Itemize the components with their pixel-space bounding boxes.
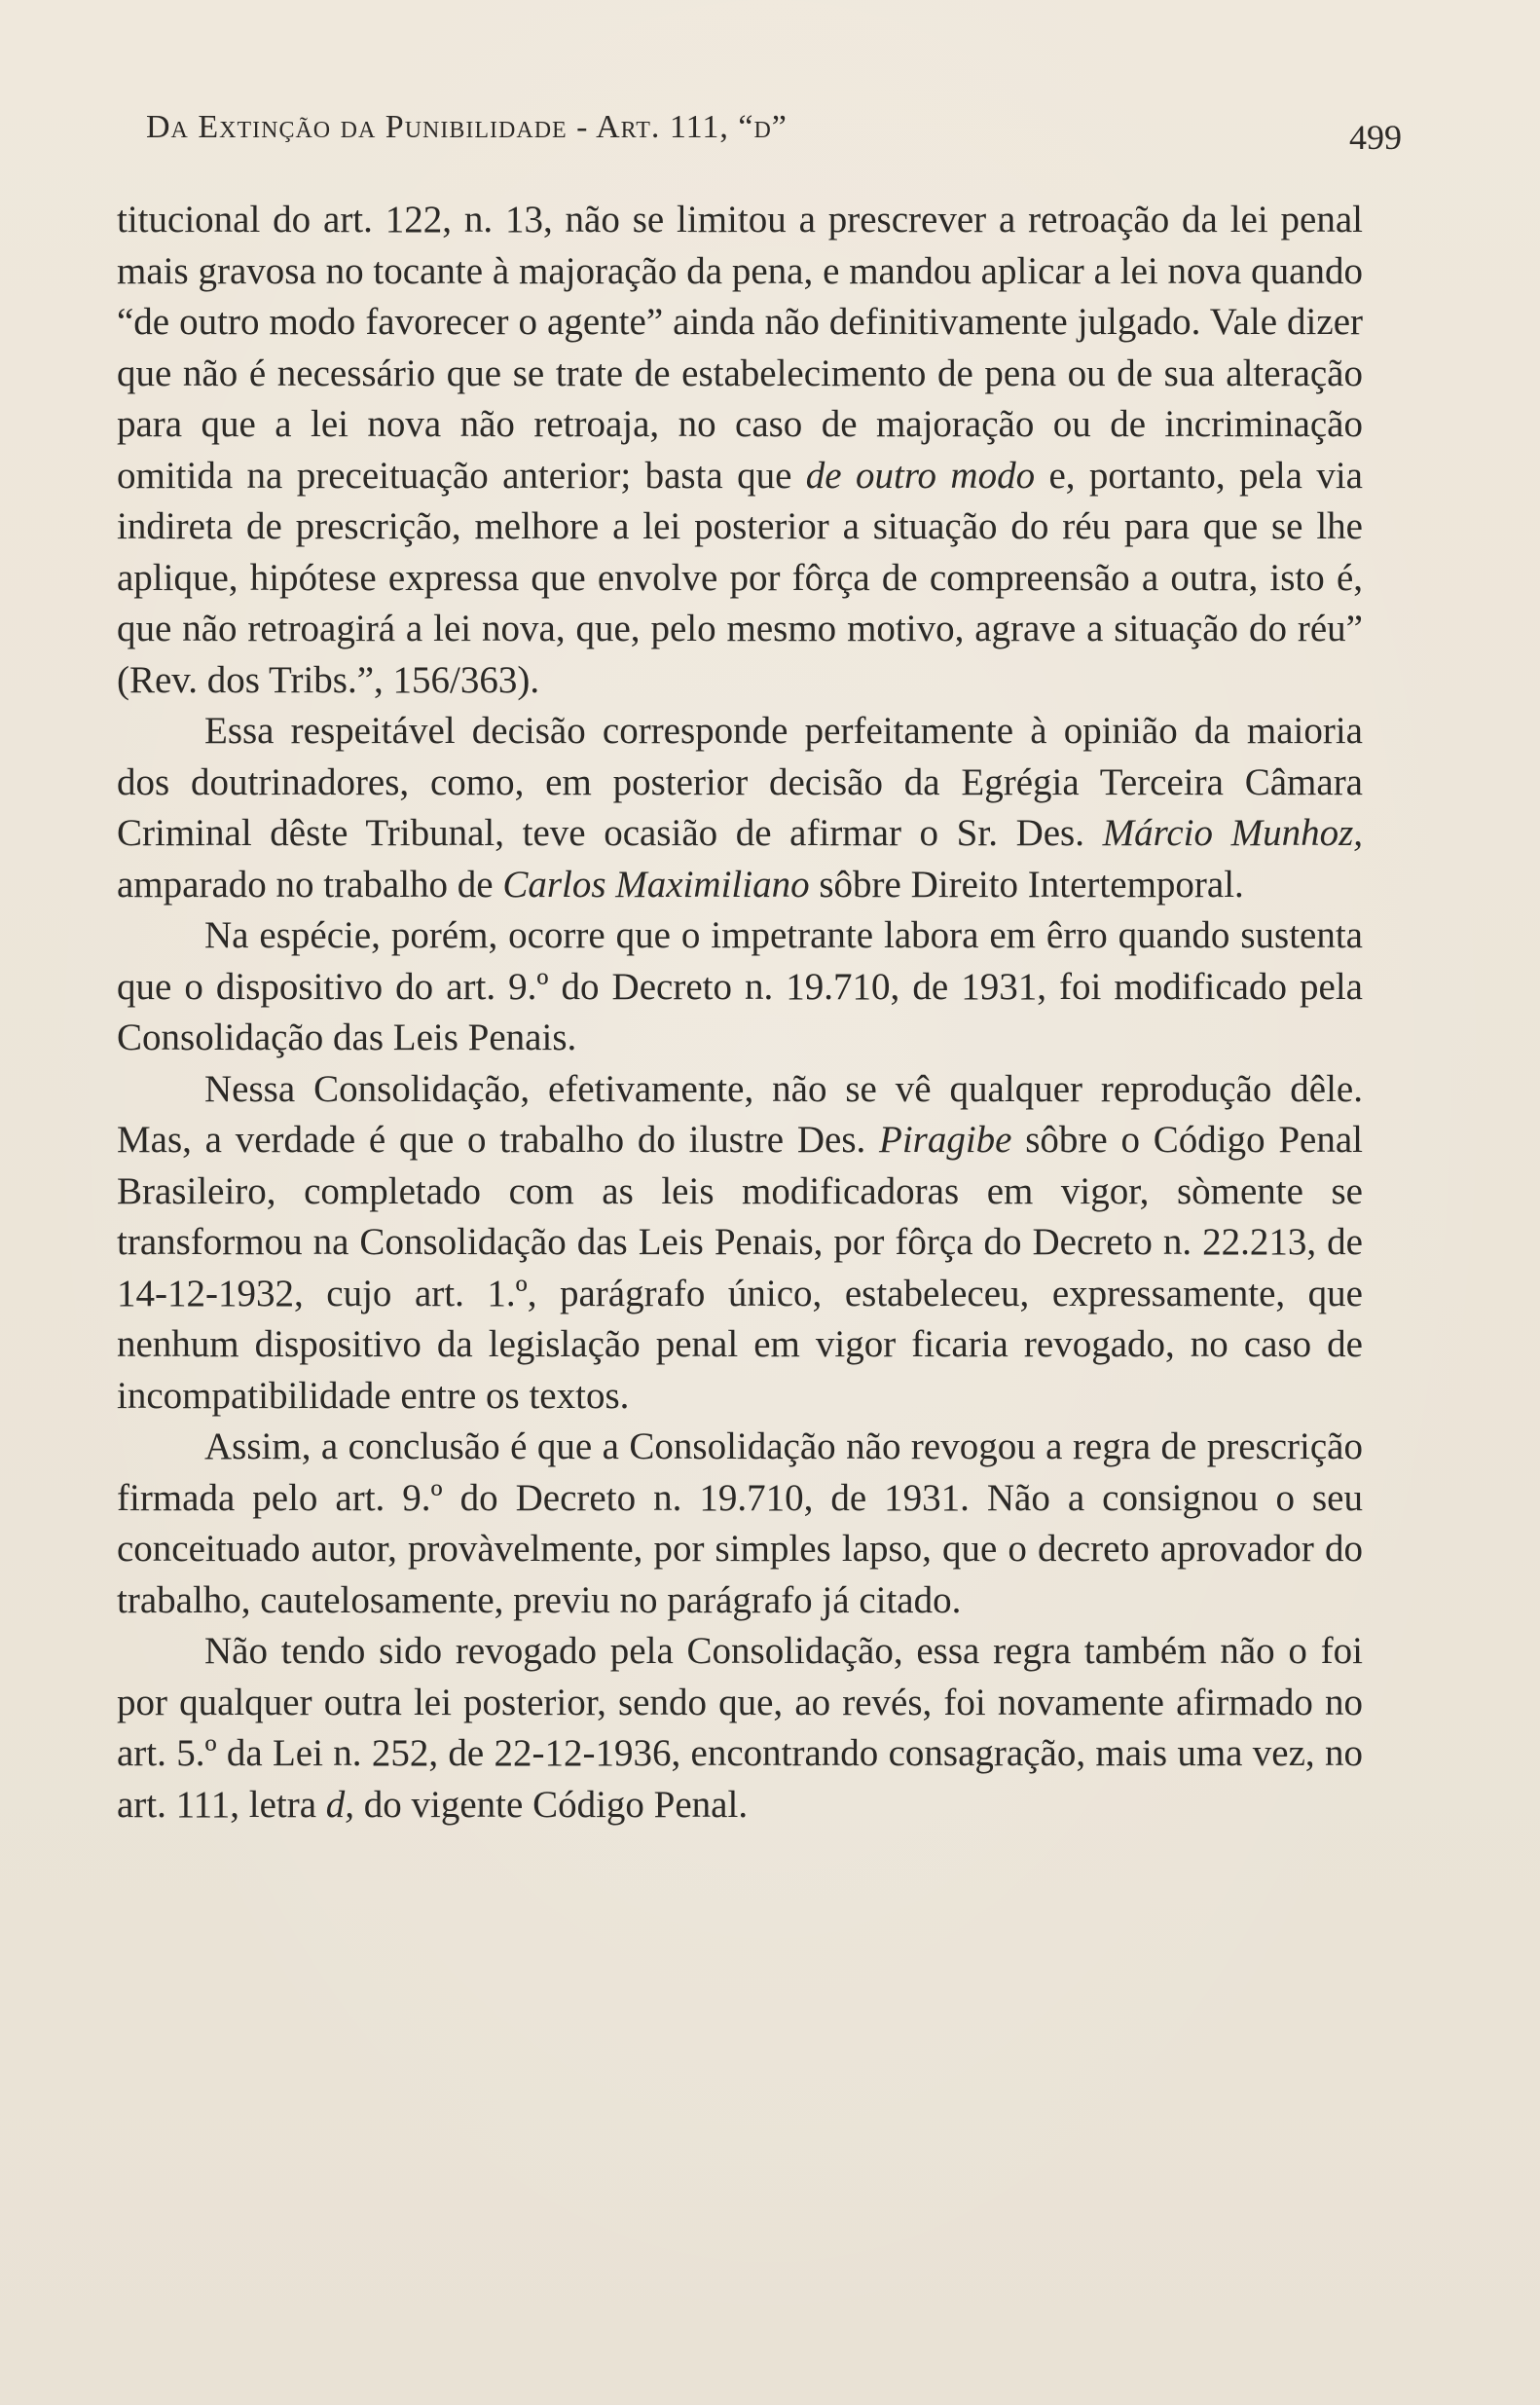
paragraph [117,1626,1363,1831]
page-header [146,97,1412,156]
italic-text: Carlos Maximiliano [502,863,810,906]
text-run: sôbre Direito Intertemporal. [809,863,1244,906]
italic-text: de outro modo [805,454,1036,497]
running-head: Da Extinção da Punibilidade - Art. 111, “d” [146,109,788,145]
text-run: Nessa Consolidação, efetivamente, não se vê qualquer reprodução dêle. Mas, a verdade é que o trabalho do ilustre Des. [117,1067,1363,1161]
italic-text: d, [325,1783,355,1826]
paragraph [117,195,1363,706]
text-run: Assim, a conclusão é que a Consolidação não revogou a regra de prescrição firmada pelo art. 9.º do Decreto n. 19.710, de 1931. Não a consignou o seu conceituado autor, provàvelmente, por simples lapso, que o decreto aprovador do trabalho, cautelosamente, previu no parágrafo já citado. [117,1425,1363,1621]
text-run: titucional do art. 122, n. 13, não se limitou a prescrever a retroação da lei penal mais gravosa no tocante à majoração da pena, e mandou aplicar a lei nova quando “de outro modo favorecer o agente” ainda não definitivamente julgado. Vale dizer que não é necessário que se trate de estabelecimento de pena ou de sua alteração para que a lei nova não retroaja, no caso de majoração ou de incriminação omitida na preceituação anterior; basta que [117,199,1363,497]
text-run: e, portanto, pela via indireta de prescrição, melhore a lei posterior a situação do réu para que se lhe aplique, hipótese expressa que envolve por fôrça de compreensão a outra, isto é, que não retroagirá a lei nova, que, pelo mesmo motivo, agrave a situação do réu” (Rev. dos Tribs.”, 156/363). [117,454,1363,701]
body-text [117,195,1363,1831]
text-run: sôbre o Código Penal Brasileiro, completado com as leis modificadoras em vigor, sòmente se transformou na Consolidação das Leis Penais, por fôrça do Decreto n. 22.213, de 14-12-1932, cujo art. 1.º, parágrafo único, estabeleceu, expressamente, que nenhum dispositivo da legislação penal em vigor ficaria revogado, no caso de incompatibilidade entre os textos. [117,1119,1363,1417]
text-run: Não tendo sido revogado pela Consolidação, essa regra também não o foi por qualquer outra lei posterior, sendo que, ao revés, foi novamente afirmado no art. 5.º da Lei n. 252, de 22-12-1936, encontrando consagração, mais uma vez, no art. 111, letra [117,1630,1363,1826]
text-run: Na espécie, porém, ocorre que o impetrante labora em êrro quando sustenta que o dispositivo do art. 9.º do Decreto n. 19.710, de 1931, foi modificado pela Consolidação das Leis Penais. [117,914,1363,1058]
paragraph [117,1422,1363,1626]
text-run: amparado no trabalho de [117,863,503,906]
italic-text: Márcio Munhoz, [1102,812,1364,854]
text-run: Essa respeitável decisão corresponde perfeitamente à opinião da maioria dos doutrinadores, como, em posterior decisão da Egrégia Terceira Câmara Criminal dêste Tribunal, teve ocasião de afirmar o Sr. Des. [117,710,1363,854]
paragraph [117,910,1363,1064]
page-number: 499 [1349,118,1402,157]
text-run: do vigente Código Penal. [354,1783,749,1826]
paragraph [117,706,1363,910]
paragraph [117,1064,1363,1423]
italic-text: Piragibe [879,1119,1012,1161]
